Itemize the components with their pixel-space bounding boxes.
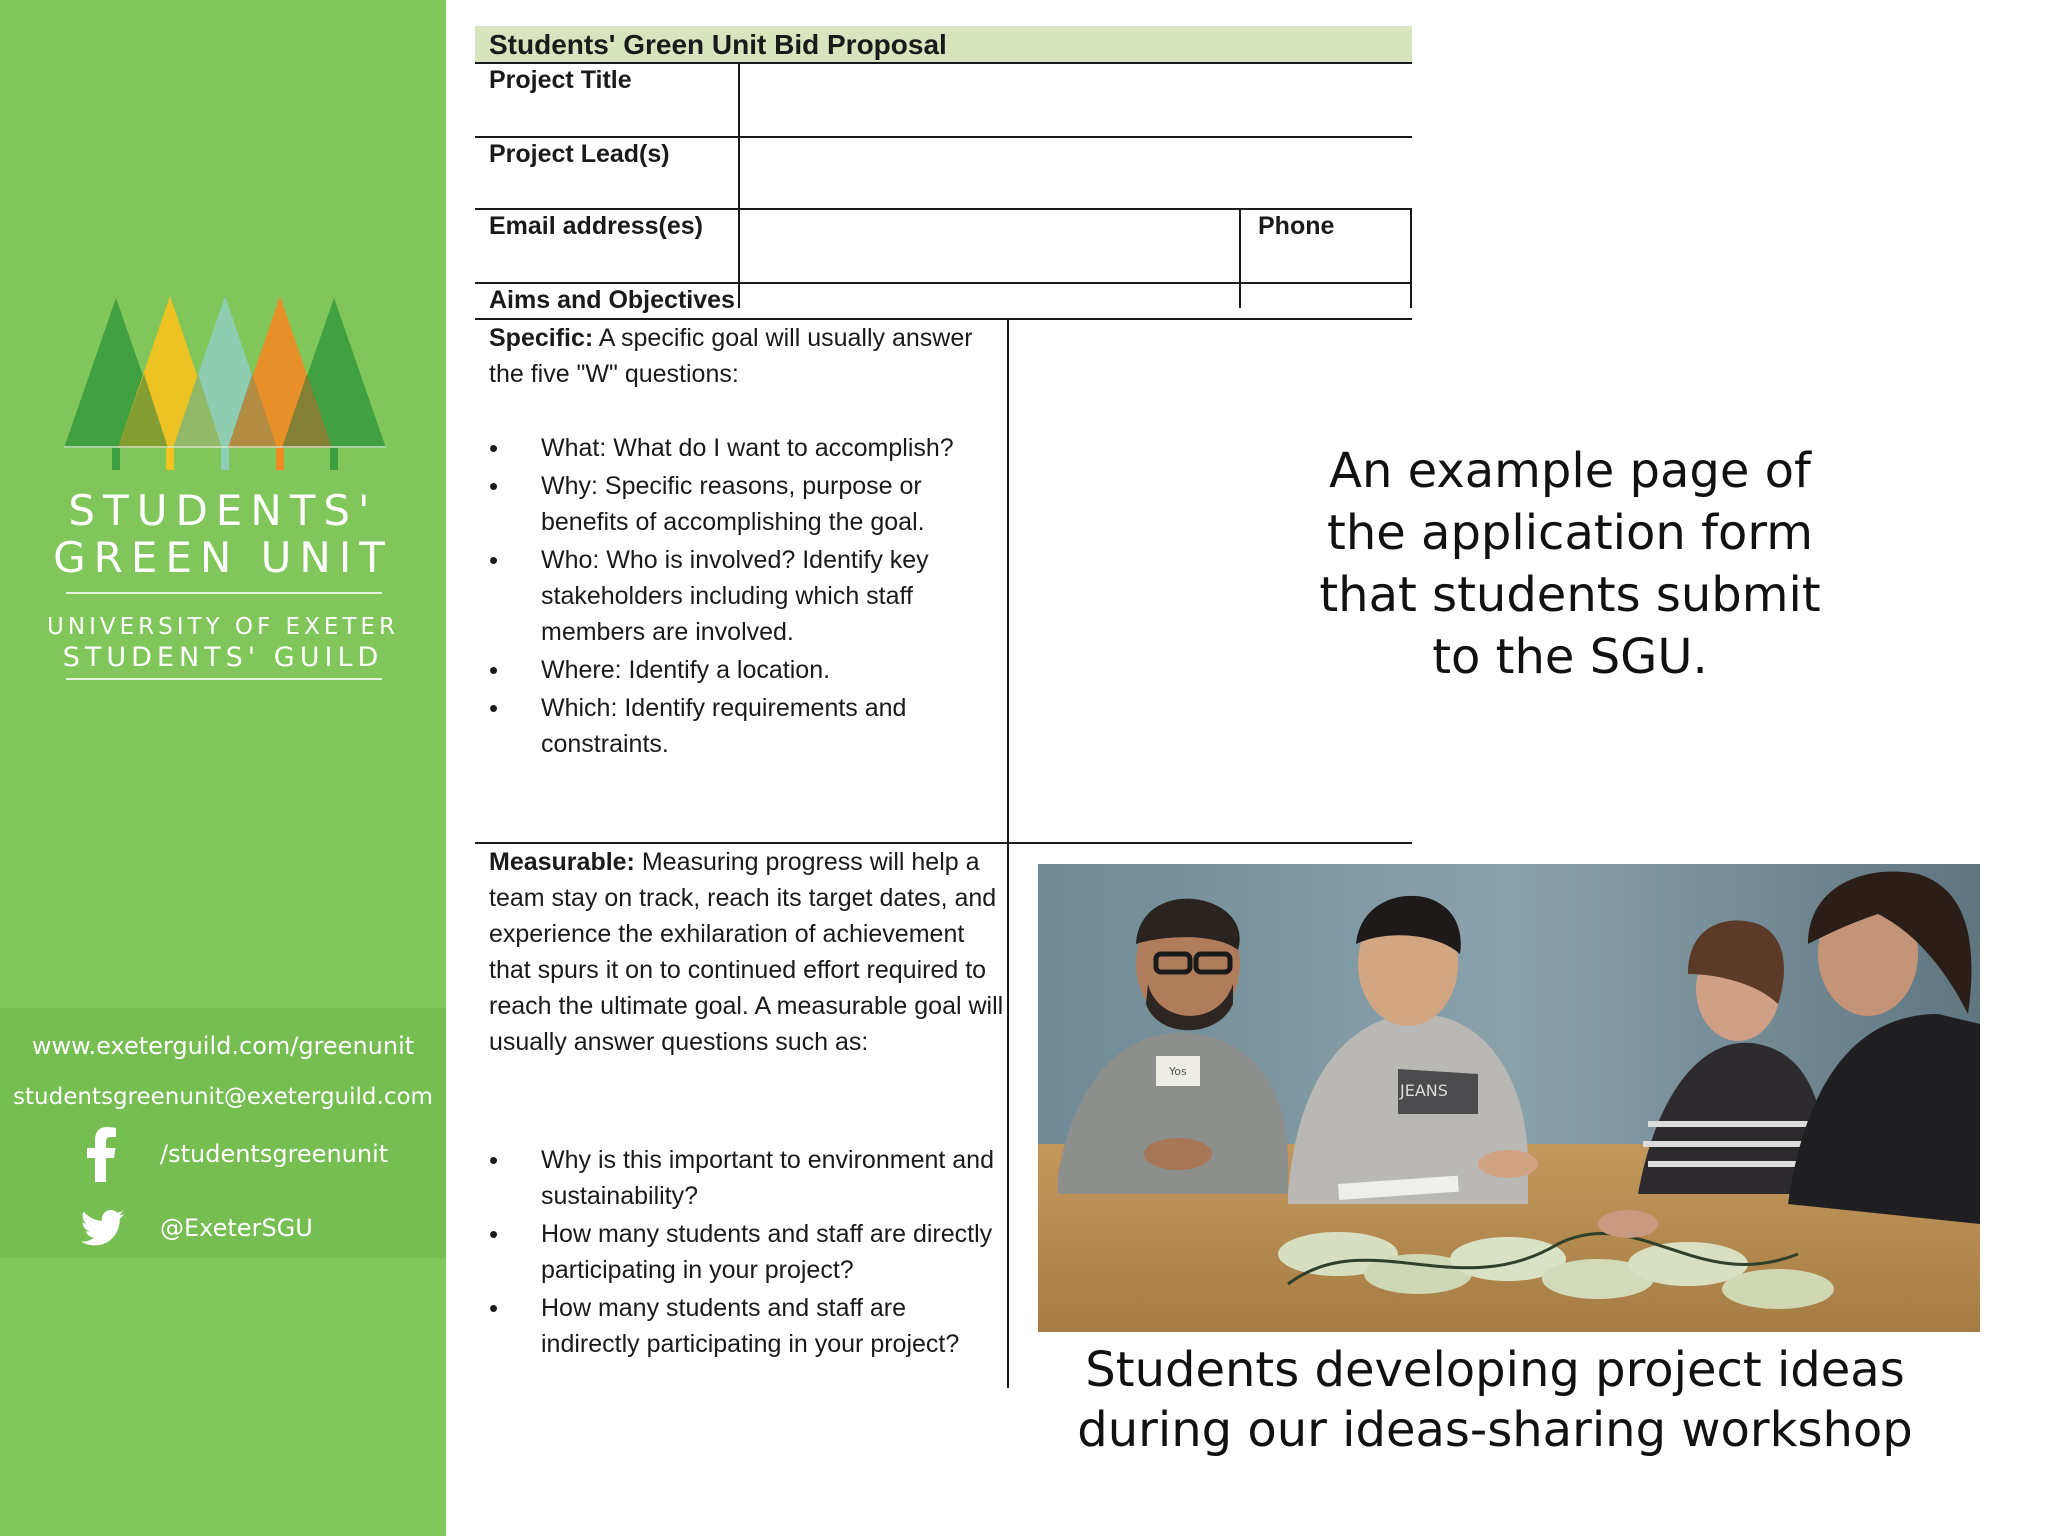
contact-panel <box>0 1008 446 1258</box>
measurable-lead: Measurable: <box>489 848 635 876</box>
aims-label: Aims and Objectives <box>489 286 735 314</box>
specific-lead: Specific: <box>489 324 594 352</box>
list-item: • Which: Identify requirements and constraints. <box>489 690 1004 762</box>
guild-text: STUDENTS' GUILD <box>62 642 384 673</box>
specific-bullet-list <box>489 430 1004 764</box>
email-field[interactable] <box>740 210 1240 308</box>
phone-label: Phone <box>1258 212 1335 240</box>
photo-caption: Students developing project ideas during our ideas-sharing workshop <box>1077 1342 1913 1458</box>
sidebar <box>0 0 446 1536</box>
website-link[interactable]: www.exeterguild.com/greenunit <box>31 1032 415 1060</box>
logo-divider <box>66 592 382 594</box>
twitter-link[interactable] <box>80 1200 313 1256</box>
list-item: • What: What do I want to accomplish? <box>489 430 1004 466</box>
measurable-text: Measuring progress will help a team stay on track, reach its target dates, and experience the exhilaration of achievement that spurs it on to continued effort required to reach the ultimate goal. A measurable goal will usually answer questions such as: <box>489 848 1004 1056</box>
measurable-description <box>489 844 1004 1060</box>
specific-description <box>489 320 999 392</box>
logo-divider-bottom <box>66 678 382 680</box>
list-item: • How many students and staff are indirectly participating in your project? <box>489 1290 1004 1362</box>
logo-green-unit-text: GREEN UNIT <box>53 533 393 582</box>
form-rule <box>475 282 1412 284</box>
list-item: • Who: Who is involved? Identify key stakeholders including which staff members are involved. <box>489 542 1004 650</box>
phone-field[interactable] <box>1241 210 1409 308</box>
university-text: UNIVERSITY OF EXETER <box>47 614 399 640</box>
measurable-bullet-list <box>489 1142 1004 1364</box>
logo-students-text: STUDENTS' <box>68 486 378 535</box>
email-label: Email address(es) <box>489 212 703 240</box>
project-title-label: Project Title <box>489 66 632 94</box>
name-badge: Yos <box>1169 1065 1187 1078</box>
facebook-icon <box>80 1126 124 1182</box>
list-item: • Where: Identify a location. <box>489 652 1004 688</box>
specific-text: A specific goal will usually answer the five "W" questions: <box>489 324 973 388</box>
twitter-icon <box>80 1200 124 1256</box>
list-item: • How many students and staff are directly participating in your project? <box>489 1216 1004 1288</box>
project-leads-label: Project Lead(s) <box>489 140 670 168</box>
list-item: • Why is this important to environment and sustainability? <box>489 1142 1004 1214</box>
trees-logo-icon <box>64 288 386 478</box>
twitter-handle: @ExeterSGU <box>160 1214 313 1242</box>
shirt-print: JEANS <box>1400 1081 1448 1100</box>
form-divider <box>1410 208 1412 308</box>
form-title: Students' Green Unit Bid Proposal <box>489 29 947 60</box>
email-link[interactable]: studentsgreenunit@exeterguild.com <box>13 1084 433 1110</box>
form-caption: An example page of the application form that students submit to the SGU. <box>1319 443 1821 685</box>
workshop-photo <box>1038 864 1980 1332</box>
facebook-handle: /studentsgreenunit <box>160 1140 389 1168</box>
form-header <box>475 26 1412 62</box>
list-item: • Why: Specific reasons, purpose or benefits of accomplishing the goal. <box>489 468 1004 540</box>
facebook-link[interactable] <box>80 1126 388 1182</box>
